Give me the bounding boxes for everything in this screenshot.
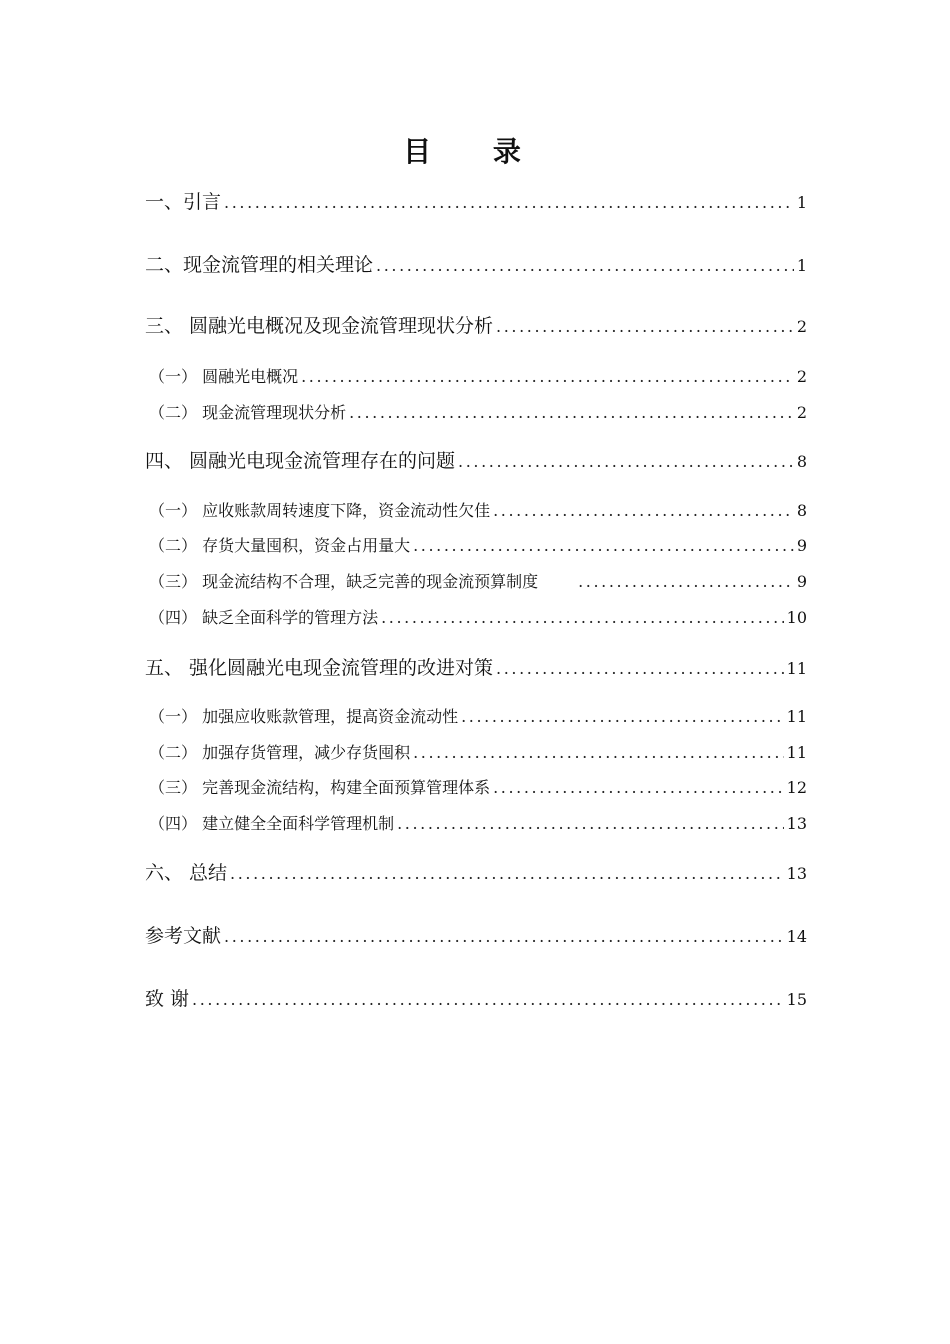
toc-entry-page: 15	[786, 990, 807, 1009]
toc-entry[interactable]	[145, 448, 807, 475]
toc-entry-label: （三） 现金流结构不合理，缺乏完善的现金流预算制度	[149, 572, 539, 591]
toc-dot-leader	[224, 924, 784, 950]
toc-title: 目 录	[403, 135, 547, 168]
toc-entry[interactable]	[145, 189, 807, 216]
toc-entry-page: 11	[786, 659, 807, 678]
toc-dot-leader	[230, 861, 784, 887]
toc-entry-label: （二） 存货大量囤积，资金占用量大	[149, 536, 411, 555]
toc-entry[interactable]	[145, 571, 807, 593]
toc-entry[interactable]	[145, 655, 807, 682]
toc-entry-label: （三） 完善现金流结构，构建全面预算管理体系	[149, 778, 491, 797]
toc-entry-page: 13	[786, 814, 807, 833]
toc-entry[interactable]	[145, 252, 807, 279]
toc-entry-label: （一） 应收账款周转速度下降，资金流动性欠佳	[149, 501, 491, 520]
toc-dot-leader	[381, 607, 784, 629]
toc-entry-page: 1	[796, 256, 807, 275]
toc-dot-leader	[493, 500, 794, 522]
toc-entry-page: 14	[786, 927, 807, 946]
toc-entry[interactable]	[145, 986, 807, 1013]
toc-entry[interactable]	[145, 607, 807, 629]
toc-entry[interactable]	[145, 742, 807, 764]
toc-entry[interactable]	[145, 777, 807, 799]
toc-entry[interactable]	[145, 923, 807, 950]
toc-entry-label: （四） 建立健全全面科学管理机制	[149, 814, 395, 833]
toc-dot-leader	[496, 314, 794, 340]
toc-dot-leader	[224, 190, 794, 216]
toc-dot-leader	[413, 742, 784, 764]
toc-entry[interactable]	[145, 500, 807, 522]
toc-entry-label: 四、 圆融光电现金流管理存在的问题	[145, 450, 456, 472]
toc-entry-label: （二） 加强存货管理，减少存货囤积	[149, 743, 411, 762]
toc-entry-page: 2	[796, 367, 807, 386]
toc-entry-label: 致 谢	[145, 988, 190, 1010]
toc-dot-leader	[397, 813, 784, 835]
toc-entry-page: 9	[796, 536, 807, 555]
toc-entry-label: （一） 圆融光电概况	[149, 367, 299, 386]
toc-entry[interactable]	[145, 860, 807, 887]
toc-dot-leader	[301, 366, 794, 388]
toc-entry-label: 参考文献	[145, 925, 222, 947]
toc-dot-leader	[458, 449, 794, 475]
toc-dot-leader	[413, 535, 794, 557]
toc-entry-page: 12	[786, 778, 807, 797]
toc-entry-label: （一） 加强应收账款管理，提高资金流动性	[149, 707, 459, 726]
toc-entry[interactable]	[145, 313, 807, 340]
toc-entry-page: 10	[786, 608, 807, 627]
toc-entry-label: 五、 强化圆融光电现金流管理的改进对策	[145, 657, 494, 679]
toc-entry-page: 8	[796, 452, 807, 471]
toc-entry[interactable]	[145, 366, 807, 388]
toc-entry-page: 9	[796, 572, 807, 591]
toc-entry[interactable]	[145, 535, 807, 557]
toc-entry-label: （四） 缺乏全面科学的管理方法	[149, 608, 379, 627]
toc-dot-leader	[376, 253, 794, 279]
toc-entry-page: 13	[786, 864, 807, 883]
toc-entry-page: 11	[786, 743, 807, 762]
toc-dot-leader	[461, 706, 784, 728]
toc-entry-page: 1	[796, 193, 807, 212]
toc-dot-leader	[493, 777, 784, 799]
toc-entry-label: （二） 现金流管理现状分析	[149, 403, 347, 422]
toc-entry[interactable]	[145, 813, 807, 835]
toc-entry-label: 二、现金流管理的相关理论	[145, 254, 374, 276]
toc-entry-page: 2	[796, 403, 807, 422]
toc-entry-label: 六、 总结	[145, 862, 228, 884]
toc-dot-leader	[192, 987, 784, 1013]
toc-dot-leader	[496, 656, 784, 682]
toc-dot-leader	[578, 571, 794, 593]
toc-dot-leader	[349, 402, 794, 424]
toc-entry-page: 2	[796, 317, 807, 336]
toc-entry[interactable]	[145, 706, 807, 728]
toc-entry-page: 11	[786, 707, 807, 726]
toc-entry-page: 8	[796, 501, 807, 520]
toc-entry-label: 一、引言	[145, 191, 222, 213]
toc-entry[interactable]	[145, 402, 807, 424]
toc-entry-label: 三、 圆融光电概况及现金流管理现状分析	[145, 315, 494, 337]
